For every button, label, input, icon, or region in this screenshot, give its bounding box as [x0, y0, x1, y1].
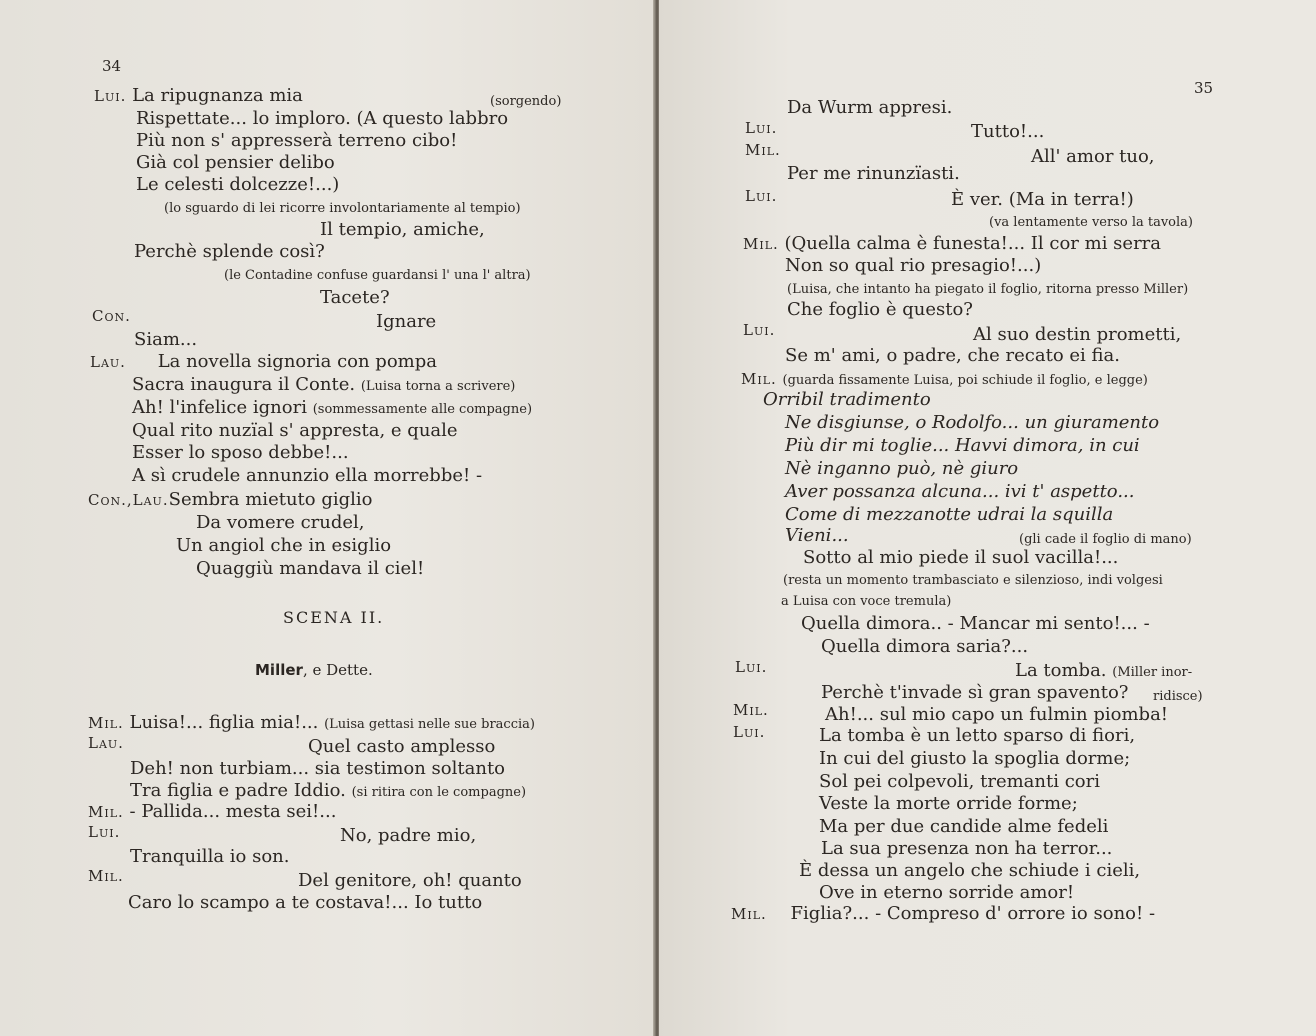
- speaker: Mil.: [741, 370, 777, 388]
- verse: Sacra inaugura il Conte.: [132, 374, 356, 395]
- text-line: Se m' ami, o padre, che recato ei fia.: [785, 345, 1120, 366]
- verse: - Pallida... mesta sei!...: [129, 801, 337, 822]
- text-line: Ma per due candide alme fedeli: [819, 816, 1109, 837]
- text-line: [94, 86, 303, 106]
- scene-title: SCENA II.: [283, 608, 385, 627]
- speaker: Lui.: [88, 823, 121, 841]
- letter-line: Nè inganno può, nè giuro: [785, 458, 1019, 479]
- text-line: Tutto!...: [971, 121, 1045, 142]
- text-line: Un angiol che in esiglio: [176, 535, 392, 556]
- stage-direction: (Luisa gettasi nelle sue braccia): [324, 717, 535, 732]
- verse: (Quella calma è funesta!... Il cor mi serra: [784, 233, 1162, 254]
- text-line: [743, 234, 1161, 254]
- text-line: Sotto al mio piede il suol vacilla!...: [803, 547, 1119, 568]
- letter-line: Vieni...: [785, 525, 849, 546]
- text-line: Quella dimora saria?...: [821, 636, 1029, 657]
- page-number: 35: [1194, 79, 1214, 97]
- text-line: Qual rito nuzïal s' appresta, e quale: [132, 420, 458, 441]
- text-line: Le celesti dolcezze!...): [136, 174, 340, 195]
- text-line: Rispettate... lo imploro. (A questo labbro: [136, 108, 509, 129]
- text-line: La tomba è un letto sparso di fiori,: [819, 725, 1136, 746]
- verse: Tra figlia e padre Iddio.: [130, 780, 346, 801]
- speaker: Mil.: [731, 905, 767, 923]
- stage-direction: (Luisa, che intanto ha piegato il foglio, ritorna presso Miller): [787, 282, 1189, 297]
- text-line: Del genitore, oh! quanto: [298, 870, 522, 891]
- text-line: [88, 713, 535, 735]
- text-line: Il tempio, amiche,: [320, 219, 485, 240]
- stage-direction: (Miller inor-: [1112, 665, 1193, 680]
- text-line: In cui del giusto la spoglia dorme;: [819, 748, 1131, 769]
- character-name: Miller: [255, 661, 303, 679]
- verse: Figlia?... - Compreso d' orrore io sono! -: [790, 903, 1156, 924]
- stage-direction: (sorgendo): [490, 94, 562, 109]
- letter-line: Più dir mi toglie... Havvi dimora, in cui: [785, 435, 1140, 456]
- text-line: Sol pei colpevoli, tremanti cori: [819, 771, 1100, 792]
- text-line: Caro lo scampo a te costava!... Io tutto: [128, 892, 483, 913]
- text-line: Che foglio è questo?: [787, 299, 973, 320]
- text-line: È dessa un angelo che schiude i cieli,: [799, 860, 1141, 881]
- text-line: [741, 369, 1148, 391]
- text-line: [90, 352, 437, 372]
- text-line: Ove in eterno sorride amor!: [819, 882, 1075, 903]
- text-line: La sua presenza non ha terror...: [821, 838, 1113, 859]
- speaker: Lui.: [745, 119, 778, 137]
- text-line: Deh! non turbiam... sia testimon soltanto: [130, 758, 506, 779]
- stage-direction: (si ritira con le compagne): [351, 785, 527, 800]
- text-line: Veste la morte orride forme;: [819, 793, 1078, 814]
- verse: La novella signoria con pompa: [157, 351, 437, 372]
- stage-direction: (gli cade il foglio di mano): [1019, 532, 1192, 547]
- text-line: Non so qual rio presagio!...): [785, 255, 1042, 276]
- speaker: Lau.: [88, 734, 124, 752]
- speaker: Mil.: [733, 701, 769, 719]
- verse: La ripugnanza mia: [132, 85, 303, 106]
- text-line: [1015, 661, 1192, 683]
- character-rest: , e Dette.: [302, 661, 373, 679]
- letter-line: Aver possanza alcuna... ivi t' aspetto...: [785, 481, 1135, 502]
- stage-direction: (guarda fissamente Luisa, poi schiude il foglio, e legge): [782, 373, 1148, 388]
- text-line: A sì crudele annunzio ella morrebbe! -: [132, 465, 483, 486]
- text-line: No, padre mio,: [340, 825, 477, 846]
- verse: La tomba.: [1015, 660, 1107, 681]
- speaker: Lau.: [90, 353, 126, 371]
- speaker: Mil.: [88, 803, 124, 821]
- scene-characters: [255, 660, 373, 680]
- speaker: Lui.: [745, 187, 778, 205]
- stage-direction: (lo sguardo di lei ricorre involontariamente al tempio): [164, 201, 521, 216]
- stage-direction: a Luisa con voce tremula): [781, 594, 952, 609]
- text-line: Perchè t'invade sì gran spavento?: [821, 682, 1129, 703]
- text-line: Quaggiù mandava il ciel!: [196, 558, 425, 579]
- text-line: Da vomere crudel,: [196, 512, 365, 533]
- speaker: Con.: [92, 307, 131, 325]
- verse: Ah! l'infelice ignori: [132, 397, 307, 418]
- text-line: [132, 398, 532, 420]
- text-line: Al suo destin prometti,: [973, 324, 1182, 345]
- letter-line: Orribil tradimento: [763, 389, 931, 410]
- text-line: [130, 781, 526, 803]
- stage-direction: (le Contadine confuse guardansi l' una l' altra): [224, 268, 531, 283]
- stage-direction: (va lentamente verso la tavola): [989, 215, 1193, 230]
- text-line: Da Wurm appresi.: [787, 97, 953, 118]
- verse: Luisa!... figlia mia!...: [129, 712, 319, 733]
- text-line: [731, 904, 1155, 924]
- text-line: All' amor tuo,: [1031, 146, 1155, 167]
- speaker: Lui.: [743, 321, 776, 339]
- right-page: [659, 0, 1316, 1036]
- speaker: Mil.: [743, 235, 779, 253]
- stage-direction: (sommessamente alle compagne): [312, 402, 533, 417]
- text-line: Quella dimora.. - Mancar mi sento!... -: [801, 613, 1150, 634]
- letter-line: Ne disgiunse, o Rodolfo... un giuramento: [785, 412, 1160, 433]
- speaker: Mil.: [88, 867, 124, 885]
- text-line: [88, 802, 336, 822]
- stage-direction: ridisce): [1153, 689, 1203, 704]
- text-line: [88, 490, 373, 510]
- text-line: Tacete?: [320, 287, 390, 308]
- text-line: Già col pensier delibo: [136, 152, 335, 173]
- speaker: Lui.: [733, 723, 766, 741]
- text-line: Perchè splende così?: [134, 241, 325, 262]
- text-line: [132, 375, 515, 397]
- text-line: Ignare: [376, 311, 437, 332]
- text-line: Per me rinunzïasti.: [787, 163, 960, 184]
- text-line: È ver. (Ma in terra!): [951, 189, 1134, 210]
- speaker: Con.,Lau.: [88, 491, 169, 509]
- stage-direction: (resta un momento trambasciato e silenzioso, indi volgesi: [783, 573, 1163, 588]
- stage-direction: (Luisa torna a scrivere): [360, 379, 516, 394]
- page-number: 34: [102, 57, 122, 75]
- text-line: Esser lo sposo debbe!...: [132, 442, 349, 463]
- speaker: Mil.: [745, 141, 781, 159]
- speaker: Mil.: [88, 714, 124, 732]
- letter-line: Come di mezzanotte udrai la squilla: [785, 504, 1114, 525]
- speaker: Lui.: [94, 87, 127, 105]
- left-page: [0, 0, 655, 1036]
- verse: Sembra mietuto giglio: [168, 489, 373, 510]
- text-line: Più non s' appresserà terreno cibo!: [136, 130, 458, 151]
- text-line: Tranquilla io son.: [130, 846, 290, 867]
- speaker: Lui.: [735, 658, 768, 676]
- text-line: Quel casto amplesso: [308, 736, 496, 757]
- text-line: Ah!... sul mio capo un fulmin piomba!: [825, 704, 1169, 725]
- text-line: Siam...: [134, 329, 198, 350]
